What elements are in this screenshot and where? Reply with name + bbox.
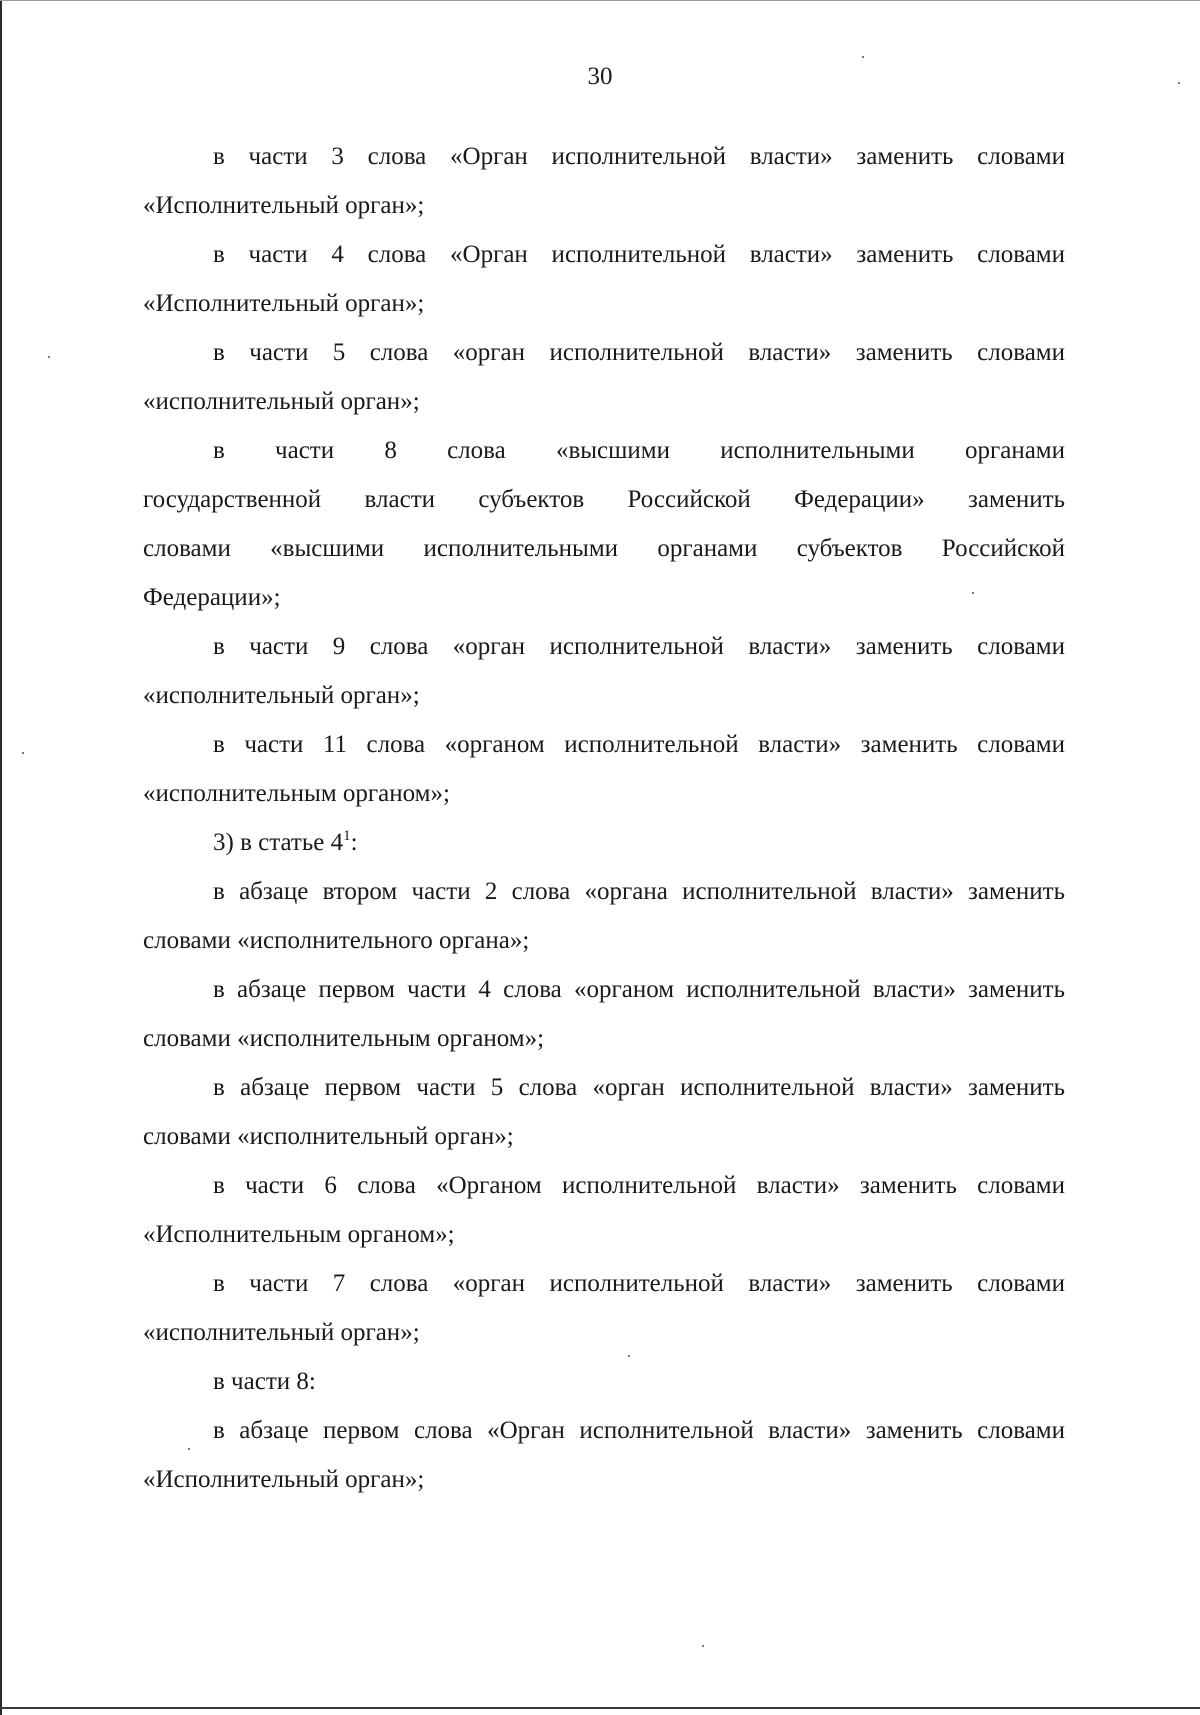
article-heading-colon: : — [350, 829, 358, 856]
scan-speck — [48, 356, 50, 358]
page-number: 30 — [587, 63, 613, 90]
paragraph: в абзаце первом части 4 слова «органом исполнительной власти» заменить словами «исполнительным органом»; — [143, 976, 1065, 1052]
paragraph: в абзаце первом слова «Орган исполнительной власти» заменить словами «Исполнительный орган»; — [143, 1417, 1065, 1493]
article-heading — [143, 818, 1065, 867]
paragraph: в части 9 слова «орган исполнительной власти» заменить словами «исполнительный орган»; — [143, 633, 1065, 709]
paragraph: в абзаце первом части 5 слова «орган исполнительной власти» заменить словами «исполнительный орган»; — [143, 1074, 1065, 1150]
article-heading-text: 3) в статье 4 — [213, 829, 344, 856]
document-body — [143, 132, 1065, 1504]
paragraph: в части 8: — [213, 1368, 316, 1395]
scan-speck — [862, 56, 864, 58]
paragraph: в части 4 слова «Орган исполнительной власти» заменить словами «Исполнительный орган»; — [143, 241, 1065, 317]
paragraph: в части 6 слова «Органом исполнительной власти» заменить словами «Исполнительным органом»; — [143, 1172, 1065, 1248]
paragraph: в части 5 слова «орган исполнительной власти» заменить словами «исполнительный орган»; — [143, 339, 1065, 415]
article-superscript: 1 — [343, 828, 351, 844]
paragraph: в части 8 слова «высшими исполнительными органами государственной власти субъектов Российской Федерации» заменить словами «высшими исполнительными органами субъектов Российской Федерации»; — [143, 437, 1065, 611]
paragraph: в части 3 слова «Орган исполнительной власти» заменить словами «Исполнительный орган»; — [143, 143, 1065, 219]
paragraph: в части 7 слова «орган исполнительной власти» заменить словами «исполнительный орган»; — [143, 1270, 1065, 1346]
paragraph: в абзаце втором части 2 слова «органа исполнительной власти» заменить словами «исполнительного органа»; — [143, 878, 1065, 954]
scan-speck — [22, 752, 24, 754]
scan-left-edge — [0, 0, 2, 1715]
scan-top-edge — [0, 0, 1200, 1]
paragraph: в части 11 слова «органом исполнительной власти» заменить словами «исполнительным органом»; — [143, 731, 1065, 807]
scan-speck — [702, 1645, 704, 1647]
scan-bottom-edge — [0, 1707, 1200, 1709]
